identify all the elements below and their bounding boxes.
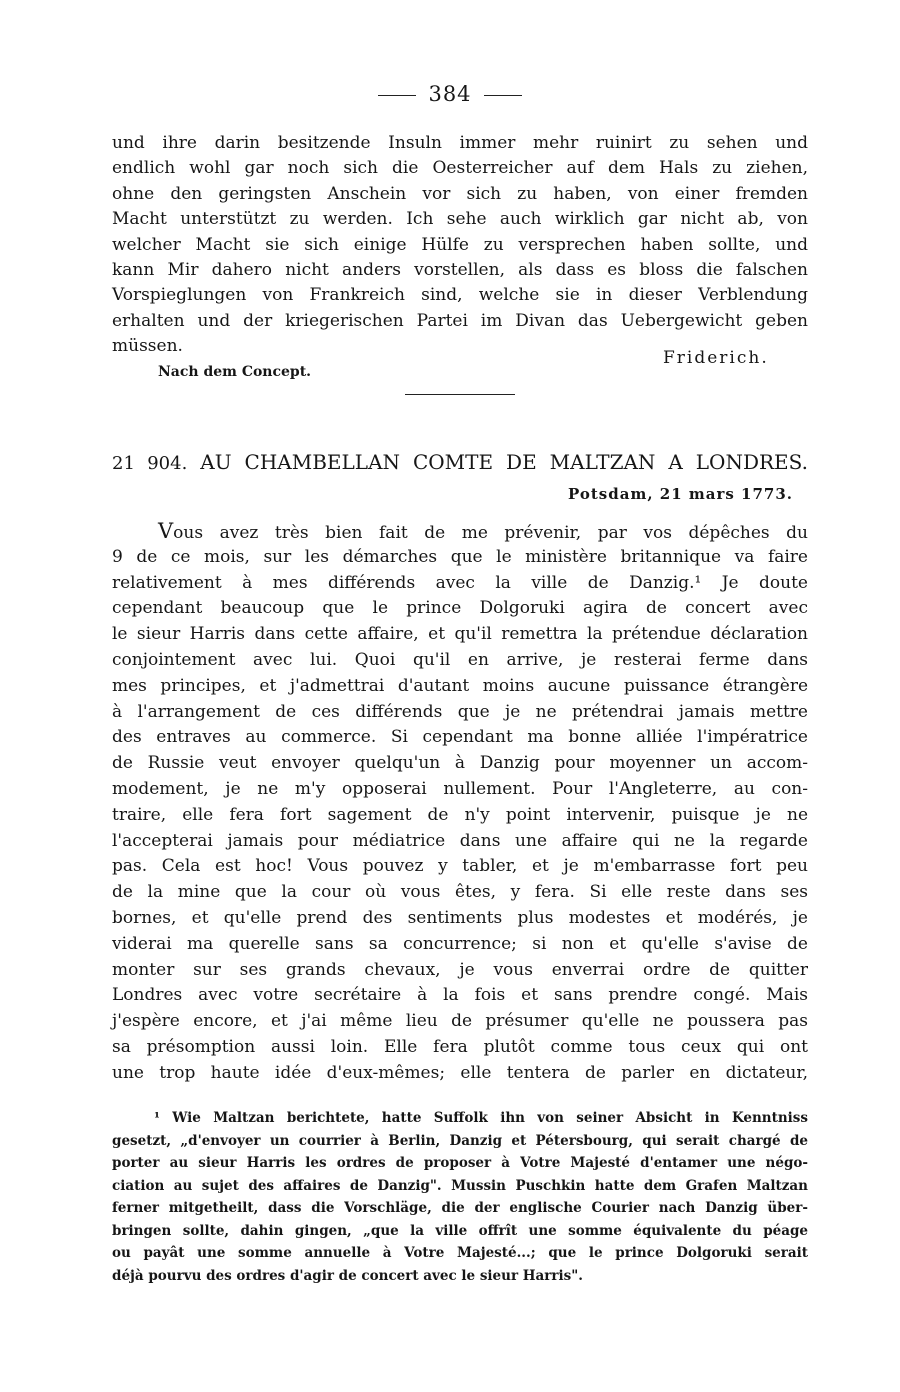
- dropcap: V: [158, 519, 174, 543]
- footnote-line: déjà pourvu des ordres d'agir de concert avec le sieur Harris".: [112, 1267, 583, 1284]
- text-line: j'espère encore, et j'ai même lieu de présumer qu'elle ne poussera pas: [112, 1011, 808, 1032]
- footnote-line: porter au sieur Harris les ordres de proposer à Votre Majesté d'entamer une négo-: [112, 1155, 808, 1171]
- text-line: de la mine que la cour où vous êtes, y fera. Si elle reste dans ses: [112, 882, 808, 903]
- section-divider: [405, 394, 515, 395]
- text-line: bornes, et qu'elle prend des sentiments plus modestes et modérés, je: [112, 907, 808, 928]
- text-line: 9 de ce mois, sur les démarches que le ministère britannique va faire: [112, 546, 808, 567]
- signature: Friderich.: [663, 348, 769, 368]
- text-line: une trop haute idée d'eux-mêmes; elle tentera de parler en dictateur,: [112, 1062, 808, 1083]
- text-line: und ihre darin besitzende Insuln immer mehr ruinirt zu sehen und: [112, 133, 808, 153]
- text-line: kann Mir dahero nicht anders vorstellen, als dass es bloss die falschen: [112, 259, 808, 280]
- page-number: 384: [428, 82, 472, 106]
- text-line: cependant beaucoup que le prince Dolgoruki agira de concert avec: [112, 598, 808, 619]
- text-line: relativement à mes différends avec la ville de Danzig.¹ Je doute: [112, 572, 808, 593]
- text-line: le sieur Harris dans cette affaire, et qu'il remettra la prétendue déclaration: [112, 624, 808, 645]
- text-line: monter sur ses grands chevaux, je vous enverrai ordre de quitter: [112, 959, 808, 980]
- letter-title: AU CHAMBELLAN COMTE DE MALTZAN A LONDRES.: [200, 450, 808, 474]
- text-line: des entraves au commerce. Si cependant ma bonne alliée l'impératrice: [112, 727, 808, 748]
- header-dash-right: [484, 95, 522, 96]
- footnote-line: gesetzt, „d'envoyer un courrier à Berlin, Danzig et Pétersbourg, qui serait chargé de: [112, 1132, 808, 1149]
- footnote: [112, 1107, 808, 1287]
- letter-heading: [112, 450, 808, 474]
- source-note: Nach dem Concept.: [158, 364, 312, 380]
- text-line: viderai ma querelle sans sa concurrence; si non et qu'elle s'avise de: [112, 933, 808, 954]
- footnote-line: ¹ Wie Maltzan berichtete, hatte Suffolk ihn von seiner Absicht in Kenntniss: [154, 1110, 808, 1126]
- text-line: welcher Macht sie sich einige Hülfe zu versprechen haben sollte, und: [112, 234, 808, 255]
- text-line: à l'arrangement de ces différends que je ne prétendrai jamais mettre: [112, 701, 808, 722]
- text-line: endlich wohl gar noch sich die Oesterreicher auf dem Hals zu ziehen,: [112, 158, 808, 179]
- header-dash-left: [378, 95, 416, 96]
- text-line: ohne den geringsten Anschein vor sich zu haben, von einer fremden: [112, 183, 808, 204]
- page-header: [0, 82, 900, 106]
- footnote-line: ou payât une somme annuelle à Votre Majesté...; que le prince Dolgoruki serait: [112, 1245, 808, 1261]
- text-line: conjointement avec lui. Quoi qu'il en arrive, je resterai ferme dans: [112, 649, 808, 670]
- text-line: Vorspieglungen von Frankreich sind, welche sie in dieser Verblendung: [112, 285, 808, 306]
- text-line: Londres avec votre secrétaire à la fois et sans prendre congé. Mais: [112, 985, 808, 1006]
- footnote-line: ciation au sujet des affaires de Danzig". Mussin Puschkin hatte dem Grafen Maltzan: [112, 1177, 808, 1194]
- text-line: traire, elle fera fort sagement de n'y point intervenir, puisque je ne: [112, 804, 808, 825]
- text-line: modement, je ne m'y opposerai nullement. Pour l'Angleterre, au con-: [112, 778, 808, 799]
- text-line-first: [112, 519, 808, 545]
- text-line: müssen.: [112, 336, 183, 357]
- text-line: sa présomption aussi loin. Elle fera plutôt comme tous ceux qui ont: [112, 1036, 808, 1057]
- letter-body: [112, 519, 808, 1087]
- place-date: Potsdam, 21 mars 1773.: [568, 485, 794, 503]
- footnote-line: bringen sollte, dahin gingen, „que la ville offrît une somme équivalente du péage: [112, 1222, 808, 1239]
- text-line: Macht unterstützt zu werden. Ich sehe auch wirklich gar nicht ab, von: [112, 209, 808, 230]
- first-line-text: ous avez très bien fait de me prévenir, par vos dépêches du: [173, 523, 808, 543]
- footnote-line: ferner mitgetheilt, dass die Vorschläge, die der englische Courier nach Danzig über-: [112, 1200, 808, 1216]
- text-line: mes principes, et j'admettrai d'autant moins aucune puissance étrangère: [112, 675, 808, 696]
- letter-number: 21 904.: [112, 453, 188, 474]
- text-line: l'accepterai jamais pour médiatrice dans une affaire qui ne la regarde: [112, 830, 808, 851]
- previous-letter-ending: [112, 131, 808, 360]
- text-line: erhalten und der kriegerischen Partei im Divan das Uebergewicht geben: [112, 310, 808, 331]
- text-line: pas. Cela est hoc! Vous pouvez y tabler, et je m'embarrasse fort peu: [112, 856, 808, 877]
- text-line: de Russie veut envoyer quelqu'un à Danzig pour moyenner un accom-: [112, 753, 808, 774]
